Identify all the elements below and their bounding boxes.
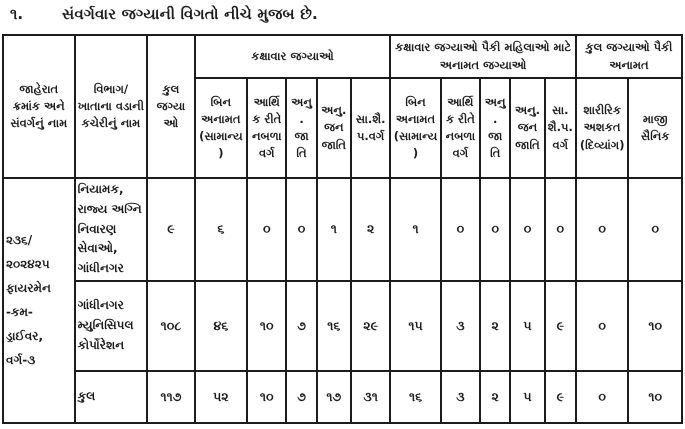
table-row-fire-services: [3, 178, 682, 281]
value-cell: ૦: [628, 178, 682, 281]
header-cat-sebc: સા.શૈ. પ.વર્ગ: [351, 78, 390, 178]
value-cell: ૧૬: [390, 371, 440, 423]
header-women-sebc: સા. શૈ.પ. વર્ગ: [545, 78, 576, 178]
value-cell: ૦: [576, 178, 628, 281]
value-cell: ૬: [195, 178, 247, 281]
header-women-sc: અનુ. જાતિ: [480, 78, 510, 178]
header-women-unreserved: બિન અનામત (સામાન્ય): [390, 78, 440, 178]
total-cell: ૧૧૭: [147, 371, 194, 423]
value-cell: ૦: [247, 178, 286, 281]
value-cell: ૧૦: [247, 371, 286, 423]
value-cell: ૧: [317, 178, 351, 281]
value-cell: ૫: [510, 371, 544, 423]
header-cat-unreserved: બિન અનામત (સામાન્ય): [195, 78, 247, 178]
value-cell: ૧૭: [317, 371, 351, 423]
value-cell: ૭: [286, 281, 316, 371]
value-cell: ૦: [576, 371, 628, 423]
header-women-ews: આર્થિક રીતે નબળા વર્ગ: [441, 78, 480, 178]
value-cell: ૯: [545, 371, 576, 423]
value-cell: ૧૬: [317, 281, 351, 371]
header-group-women-reserved: કક્ષાવાર જગ્યાઓ પૈકી મહિલાઓ માટે અનામત જગ્યાઓ: [390, 35, 576, 78]
dept-cell: ગાંધીનગર મ્યુનિસિપલ કોર્પોરેશન: [75, 281, 148, 371]
value-cell: ૫: [510, 281, 544, 371]
value-cell: ૩: [441, 371, 480, 423]
header-advert: જાહેરાત ક્રમાંક અને સંવર્ગનું નામ: [3, 35, 75, 178]
value-cell: ૧૫: [390, 281, 440, 371]
value-cell: ૦: [480, 178, 510, 281]
value-cell: ૨: [351, 178, 390, 281]
header-group-total-reserved: કુલ જગ્યાઓ પૈકી અનામત: [576, 35, 682, 78]
value-cell: ૧: [390, 178, 440, 281]
value-cell: ૦: [510, 178, 544, 281]
value-cell: ૯: [545, 281, 576, 371]
vacancy-table: [2, 34, 683, 424]
value-cell: ૦: [441, 178, 480, 281]
header-ex-serviceman: માજી સૈનિક: [628, 78, 682, 178]
table-row-total: [3, 371, 682, 423]
dept-cell: નિયામક, રાજ્ય અગ્નિ નિવારણ સેવાઓ, ગાંધીનગર: [75, 178, 148, 281]
value-cell: ૩: [441, 281, 480, 371]
value-cell: ૧૦: [247, 281, 286, 371]
value-cell: ૦: [545, 178, 576, 281]
header-department: વિભાગ/ ખાતાના વડાની કચેરીનું નામ: [75, 35, 148, 178]
title-text: સંવર્ગવાર જગ્યાની વિગતો નીચે મુજબ છે.: [62, 5, 318, 23]
total-label-cell: કુલ: [75, 371, 148, 423]
value-cell: ૦: [286, 178, 316, 281]
page-title: [0, 0, 685, 34]
header-cat-st: અનુ. જન જાતિ: [317, 78, 351, 178]
table-row-municipal-corp: [3, 281, 682, 371]
value-cell: ૨૯: [351, 281, 390, 371]
value-cell: ૫૨: [195, 371, 247, 423]
header-women-st: અનુ. જન જાતિ: [510, 78, 544, 178]
value-cell: ૧૦: [628, 281, 682, 371]
header-disabled: શારીરિક અશકત (દિવ્યાંગ): [576, 78, 628, 178]
header-cat-ews: આર્થિક રીતે નબળા વર્ગ: [247, 78, 286, 178]
value-cell: ૪૬: [195, 281, 247, 371]
value-cell: ૭: [286, 371, 316, 423]
value-cell: ૨: [480, 371, 510, 423]
advertisement-cell: ૨૩૬/ ૨૦૨૪૨૫ ફાયરમેન -કમ- ડ્રાઈવર, વર્ગ-૩: [3, 178, 75, 423]
group-header-row: [3, 35, 682, 78]
header-cat-sc: અનુ. જાતિ: [286, 78, 316, 178]
value-cell: ૧૦: [628, 371, 682, 423]
header-total-posts: કુલ જગ્યાઓ: [147, 35, 194, 178]
value-cell: ૦: [576, 281, 628, 371]
value-cell: ૨: [480, 281, 510, 371]
value-cell: ૩૧: [351, 371, 390, 423]
total-cell: ૯: [147, 178, 194, 281]
title-number: ૧.: [10, 5, 24, 23]
header-group-category-posts: કક્ષાવાર જગ્યાઓ: [195, 35, 391, 78]
total-cell: ૧૦૮: [147, 281, 194, 371]
